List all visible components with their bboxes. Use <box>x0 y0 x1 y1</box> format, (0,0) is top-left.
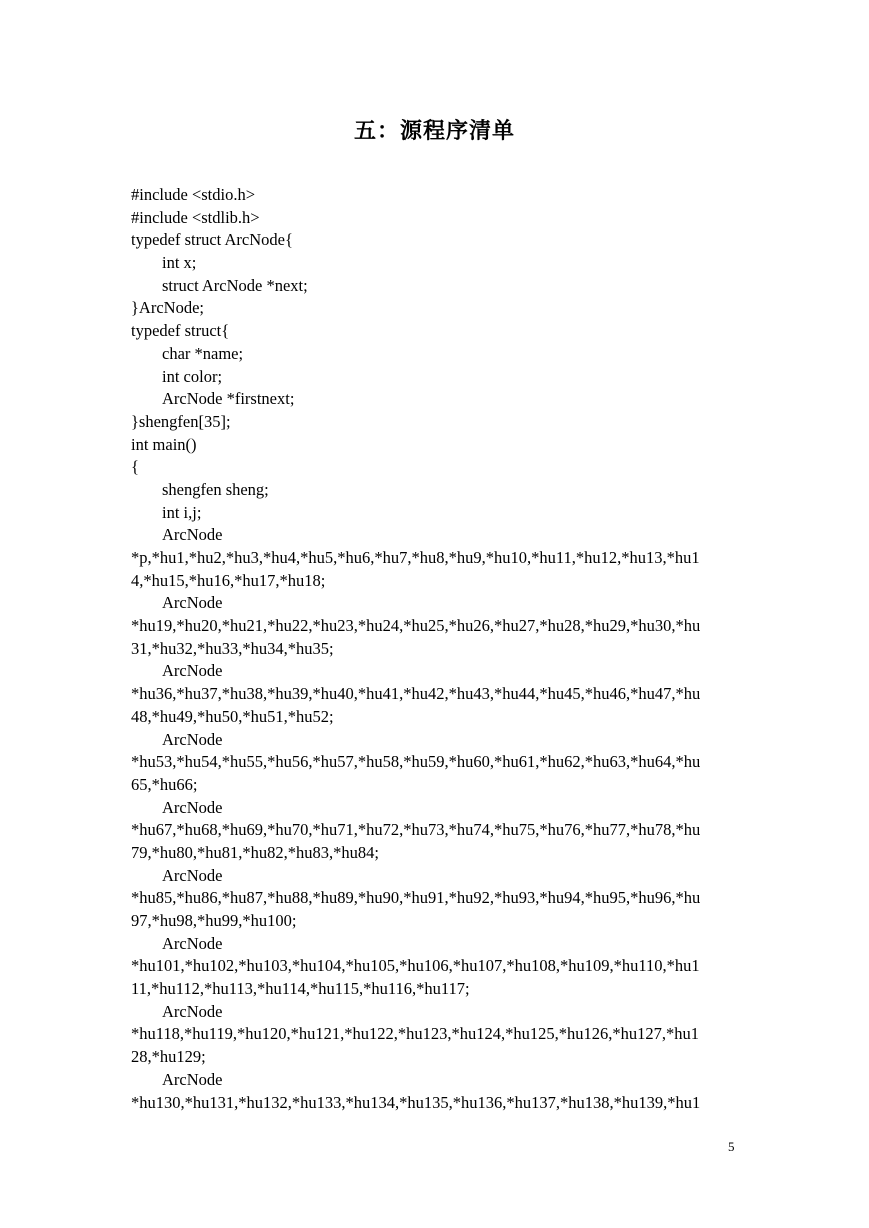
page-number: 5 <box>728 1139 735 1154</box>
code-line: 4,*hu15,*hu16,*hu17,*hu18; <box>131 570 326 590</box>
code-line: #include <stdlib.h> <box>131 207 260 227</box>
code-line: *hu36,*hu37,*hu38,*hu39,*hu40,*hu41,*hu42,*hu43,*hu44,*hu45,*hu46,*hu47,*hu <box>131 684 701 704</box>
code-line: }ArcNode; <box>131 298 204 318</box>
code-line: int color; <box>162 366 223 386</box>
code-line: *hu85,*hu86,*hu87,*hu88,*hu89,*hu90,*hu91,*hu92,*hu93,*hu94,*hu95,*hu96,*hu <box>131 888 701 908</box>
code-line: 31,*hu32,*hu33,*hu34,*hu35; <box>131 638 334 658</box>
code-line: }shengfen[35]; <box>131 411 231 431</box>
code-line: int i,j; <box>162 502 202 522</box>
code-line: 97,*hu98,*hu99,*hu100; <box>131 911 297 930</box>
code-line: ArcNode <box>162 865 223 885</box>
code-line: ArcNode <box>162 1001 223 1021</box>
code-line: *hu130,*hu131,*hu132,*hu133,*hu134,*hu135,*hu136,*hu137,*hu138,*hu139,*hu1 <box>131 1092 701 1112</box>
code-line: typedef struct ArcNode{ <box>131 230 293 250</box>
code-line: *p,*hu1,*hu2,*hu3,*hu4,*hu5,*hu6,*hu7,*hu8,*hu9,*hu10,*hu11,*hu12,*hu13,*hu1 <box>131 548 700 567</box>
code-line: *hu118,*hu119,*hu120,*hu121,*hu122,*hu123,*hu124,*hu125,*hu126,*hu127,*hu1 <box>131 1024 700 1044</box>
code-line: 11,*hu112,*hu113,*hu114,*hu115,*hu116,*hu117; <box>131 979 470 999</box>
code-line: ArcNode *firstnext; <box>162 389 295 409</box>
code-line: 48,*hu49,*hu50,*hu51,*hu52; <box>131 706 334 726</box>
code-line: ArcNode <box>162 797 223 817</box>
code-line: 65,*hu66; <box>131 774 198 794</box>
code-line: *hu67,*hu68,*hu69,*hu70,*hu71,*hu72,*hu73,*hu74,*hu75,*hu76,*hu77,*hu78,*hu <box>131 820 701 840</box>
code-line: *hu53,*hu54,*hu55,*hu56,*hu57,*hu58,*hu59,*hu60,*hu61,*hu62,*hu63,*hu64,*hu <box>131 752 701 772</box>
code-line: ArcNode <box>162 661 223 681</box>
code-line: shengfen sheng; <box>162 479 269 499</box>
source-code-listing <box>131 184 743 1114</box>
code-line: { <box>131 457 139 477</box>
code-line: struct ArcNode *next; <box>162 275 308 295</box>
code-line: int x; <box>162 253 197 273</box>
code-line: ArcNode <box>162 593 223 613</box>
code-line: 28,*hu129; <box>131 1047 206 1067</box>
code-line: char *name; <box>162 343 244 363</box>
code-line: int main() <box>131 434 197 454</box>
code-line: ArcNode <box>162 729 223 749</box>
code-line: typedef struct{ <box>131 321 230 341</box>
code-line: #include <stdio.h> <box>131 185 256 204</box>
code-line: *hu19,*hu20,*hu21,*hu22,*hu23,*hu24,*hu25,*hu26,*hu27,*hu28,*hu29,*hu30,*hu <box>131 616 701 636</box>
code-line: ArcNode <box>162 525 223 545</box>
code-line: *hu101,*hu102,*hu103,*hu104,*hu105,*hu106,*hu107,*hu108,*hu109,*hu110,*hu1 <box>131 956 700 976</box>
section-title: 五：源程序清单 <box>353 119 515 144</box>
code-line: 79,*hu80,*hu81,*hu82,*hu83,*hu84; <box>131 842 379 862</box>
code-line: ArcNode <box>162 1069 223 1089</box>
code-line: ArcNode <box>162 933 223 953</box>
